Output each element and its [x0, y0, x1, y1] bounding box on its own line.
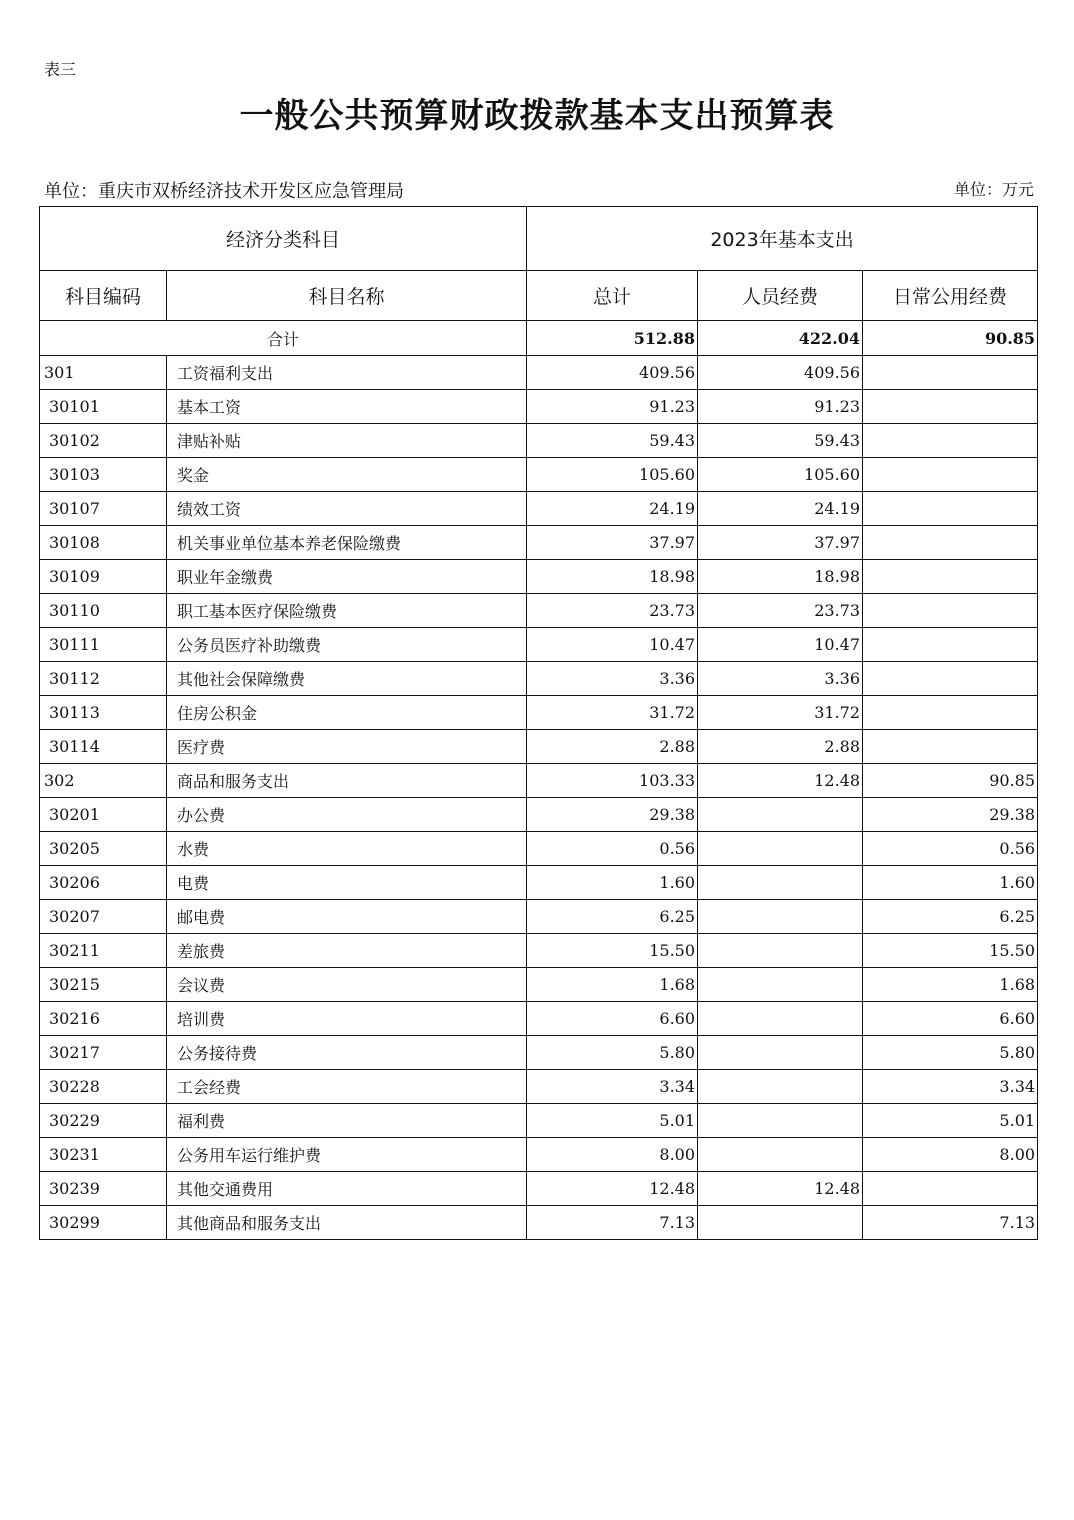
row-total: 18.98	[527, 560, 698, 594]
row-public	[863, 390, 1038, 424]
row-code: 30101	[40, 390, 167, 424]
row-total: 37.97	[527, 526, 698, 560]
table-row	[40, 866, 1038, 900]
budget-table	[39, 206, 1038, 1240]
row-public	[863, 696, 1038, 730]
row-name: 住房公积金	[167, 696, 527, 730]
row-public: 29.38	[863, 798, 1038, 832]
row-total: 2.88	[527, 730, 698, 764]
row-total: 1.68	[527, 968, 698, 1002]
row-name: 公务员医疗补助缴费	[167, 628, 527, 662]
table-row	[40, 662, 1038, 696]
row-name: 办公费	[167, 798, 527, 832]
row-name: 会议费	[167, 968, 527, 1002]
table-row	[40, 458, 1038, 492]
row-public	[863, 458, 1038, 492]
row-total: 31.72	[527, 696, 698, 730]
row-code: 30103	[40, 458, 167, 492]
row-name: 邮电费	[167, 900, 527, 934]
row-code: 30231	[40, 1138, 167, 1172]
row-code: 30102	[40, 424, 167, 458]
row-name: 培训费	[167, 1002, 527, 1036]
row-total: 59.43	[527, 424, 698, 458]
row-total: 6.60	[527, 1002, 698, 1036]
row-code: 30112	[40, 662, 167, 696]
row-code: 30114	[40, 730, 167, 764]
row-name: 奖金	[167, 458, 527, 492]
row-total: 15.50	[527, 934, 698, 968]
row-personnel: 105.60	[698, 458, 863, 492]
row-public	[863, 662, 1038, 696]
row-name: 福利费	[167, 1104, 527, 1138]
row-total: 409.56	[527, 356, 698, 390]
row-code: 30201	[40, 798, 167, 832]
row-personnel: 2.88	[698, 730, 863, 764]
table-row	[40, 696, 1038, 730]
table-row	[40, 832, 1038, 866]
row-personnel: 10.47	[698, 628, 863, 662]
row-total: 23.73	[527, 594, 698, 628]
row-name: 津贴补贴	[167, 424, 527, 458]
row-total: 6.25	[527, 900, 698, 934]
row-name: 水费	[167, 832, 527, 866]
table-row	[40, 730, 1038, 764]
row-personnel	[698, 798, 863, 832]
row-name: 机关事业单位基本养老保险缴费	[167, 526, 527, 560]
row-name: 其他商品和服务支出	[167, 1206, 527, 1240]
row-public	[863, 492, 1038, 526]
row-code: 30228	[40, 1070, 167, 1104]
row-code: 30229	[40, 1104, 167, 1138]
total-personnel: 422.04	[698, 321, 863, 356]
row-total: 105.60	[527, 458, 698, 492]
header-personnel-expense: 人员经费	[698, 271, 863, 321]
table-row	[40, 424, 1038, 458]
row-total: 3.36	[527, 662, 698, 696]
table-row	[40, 526, 1038, 560]
row-public: 6.60	[863, 1002, 1038, 1036]
table-row	[40, 934, 1038, 968]
row-total: 7.13	[527, 1206, 698, 1240]
row-total: 5.80	[527, 1036, 698, 1070]
row-total: 0.56	[527, 832, 698, 866]
row-public: 90.85	[863, 764, 1038, 798]
table-row	[40, 594, 1038, 628]
header-subject-name: 科目名称	[167, 271, 527, 321]
row-personnel: 31.72	[698, 696, 863, 730]
row-code: 30110	[40, 594, 167, 628]
row-code: 30113	[40, 696, 167, 730]
row-total: 1.60	[527, 866, 698, 900]
row-personnel	[698, 1070, 863, 1104]
row-code: 30206	[40, 866, 167, 900]
row-total: 24.19	[527, 492, 698, 526]
row-total: 29.38	[527, 798, 698, 832]
row-personnel: 3.36	[698, 662, 863, 696]
row-total: 91.23	[527, 390, 698, 424]
header-total: 总计	[527, 271, 698, 321]
row-personnel	[698, 1002, 863, 1036]
table-row	[40, 1206, 1038, 1240]
row-personnel: 24.19	[698, 492, 863, 526]
row-public	[863, 560, 1038, 594]
row-public: 1.68	[863, 968, 1038, 1002]
row-code: 30216	[40, 1002, 167, 1036]
row-public	[863, 628, 1038, 662]
table-row	[40, 628, 1038, 662]
row-public	[863, 594, 1038, 628]
row-code: 30217	[40, 1036, 167, 1070]
row-code: 30108	[40, 526, 167, 560]
row-name: 工资福利支出	[167, 356, 527, 390]
row-code: 302	[40, 764, 167, 798]
row-name: 基本工资	[167, 390, 527, 424]
row-name: 工会经费	[167, 1070, 527, 1104]
row-code: 30239	[40, 1172, 167, 1206]
row-personnel: 12.48	[698, 764, 863, 798]
row-code: 30107	[40, 492, 167, 526]
header-subject-code: 科目编码	[40, 271, 167, 321]
row-name: 商品和服务支出	[167, 764, 527, 798]
row-name: 差旅费	[167, 934, 527, 968]
row-public: 5.80	[863, 1036, 1038, 1070]
table-row	[40, 764, 1038, 798]
table-row	[40, 1070, 1038, 1104]
table-row	[40, 390, 1038, 424]
row-name: 其他社会保障缴费	[167, 662, 527, 696]
row-personnel	[698, 1036, 863, 1070]
row-total: 8.00	[527, 1138, 698, 1172]
row-personnel	[698, 866, 863, 900]
row-name: 公务接待费	[167, 1036, 527, 1070]
row-public: 15.50	[863, 934, 1038, 968]
row-code: 30299	[40, 1206, 167, 1240]
row-name: 电费	[167, 866, 527, 900]
row-total: 5.01	[527, 1104, 698, 1138]
row-code: 30211	[40, 934, 167, 968]
row-public	[863, 526, 1038, 560]
row-name: 公务用车运行维护费	[167, 1138, 527, 1172]
row-personnel: 23.73	[698, 594, 863, 628]
row-name: 医疗费	[167, 730, 527, 764]
table-row	[40, 1002, 1038, 1036]
row-code: 30215	[40, 968, 167, 1002]
total-row	[40, 321, 1038, 356]
row-personnel: 12.48	[698, 1172, 863, 1206]
row-public: 1.60	[863, 866, 1038, 900]
table-row	[40, 798, 1038, 832]
row-public: 5.01	[863, 1104, 1038, 1138]
page-title: 一般公共预算财政拨款基本支出预算表	[239, 96, 835, 136]
row-public	[863, 424, 1038, 458]
row-personnel	[698, 832, 863, 866]
row-total: 12.48	[527, 1172, 698, 1206]
unit-currency: 单位：万元	[953, 180, 1034, 199]
row-code: 30205	[40, 832, 167, 866]
row-name: 其他交通费用	[167, 1172, 527, 1206]
row-personnel: 409.56	[698, 356, 863, 390]
row-personnel: 18.98	[698, 560, 863, 594]
row-personnel	[698, 934, 863, 968]
row-code: 301	[40, 356, 167, 390]
row-personnel	[698, 1104, 863, 1138]
row-code: 30111	[40, 628, 167, 662]
row-public	[863, 356, 1038, 390]
row-personnel	[698, 1138, 863, 1172]
row-personnel: 59.43	[698, 424, 863, 458]
table-row	[40, 900, 1038, 934]
row-public: 0.56	[863, 832, 1038, 866]
row-name: 职工基本医疗保险缴费	[167, 594, 527, 628]
row-name: 绩效工资	[167, 492, 527, 526]
table-row	[40, 492, 1038, 526]
row-total: 10.47	[527, 628, 698, 662]
header-public-expense: 日常公用经费	[863, 271, 1038, 321]
table-number: 表三	[44, 60, 77, 79]
table-row	[40, 1104, 1038, 1138]
row-personnel	[698, 968, 863, 1002]
row-total: 103.33	[527, 764, 698, 798]
row-personnel: 37.97	[698, 526, 863, 560]
table-row	[40, 1138, 1038, 1172]
row-personnel	[698, 1206, 863, 1240]
row-public: 6.25	[863, 900, 1038, 934]
row-code: 30207	[40, 900, 167, 934]
table-row	[40, 968, 1038, 1002]
row-personnel: 91.23	[698, 390, 863, 424]
row-public	[863, 730, 1038, 764]
row-public: 7.13	[863, 1206, 1038, 1240]
row-public: 3.34	[863, 1070, 1038, 1104]
table-row	[40, 356, 1038, 390]
row-total: 3.34	[527, 1070, 698, 1104]
unit-organization: 单位：重庆市双桥经济技术开发区应急管理局	[44, 181, 404, 202]
total-amount: 512.88	[527, 321, 698, 356]
row-personnel	[698, 900, 863, 934]
total-label: 合计	[40, 321, 527, 356]
row-public: 8.00	[863, 1138, 1038, 1172]
header-basic-expenditure-2023: 2023年基本支出	[527, 207, 1038, 271]
table-row	[40, 1036, 1038, 1070]
header-economic-classification: 经济分类科目	[40, 207, 527, 271]
row-code: 30109	[40, 560, 167, 594]
row-public	[863, 1172, 1038, 1206]
total-public: 90.85	[863, 321, 1038, 356]
row-name: 职业年金缴费	[167, 560, 527, 594]
table-row	[40, 1172, 1038, 1206]
table-row	[40, 560, 1038, 594]
